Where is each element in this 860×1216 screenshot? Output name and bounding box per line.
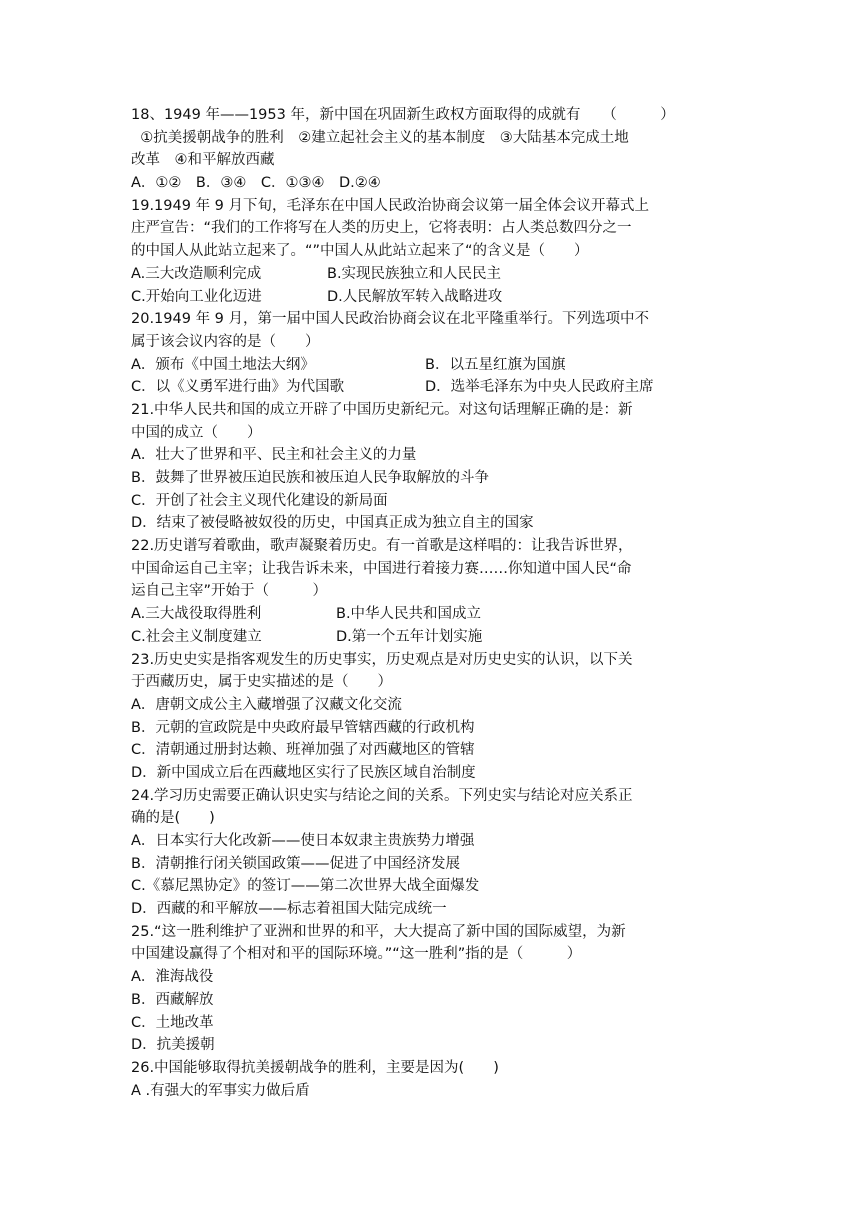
q25-option-c: C．土地改革 [131, 1014, 214, 1031]
q22-stem-line-2: 中国命运自己主宰；让我告诉未来，中国进行着接力赛……你知道中国人民“命 [131, 560, 632, 577]
q26-option-a: A .有强大的军事实力做后盾 [131, 1082, 310, 1099]
q22-option-a: A.三大战役取得胜利 [131, 606, 262, 623]
q20-options-row-1 [131, 354, 731, 377]
q20-option-c: C．以《义勇军进行曲》为代国歌 [131, 379, 345, 396]
q24-stem-line-2: 确的是( ) [131, 810, 215, 827]
q23-option-b: B．元朝的宣政院是中央政府最早管辖西藏的行政机构 [131, 719, 475, 736]
q25-option-d: D．抗美援朝 [131, 1037, 215, 1054]
q21-stem-line-1: 21.中华人民共和国的成立开辟了中国历史新纪元。对这句话理解正确的是：新 [131, 401, 633, 418]
q19-option-d: D.人民解放军转入战略进攻 [327, 288, 503, 305]
q18-options: A．①② B．③④ C．①③④ D.②④ [131, 175, 381, 192]
q19-option-a: A.三大改造顺利完成 [131, 265, 262, 282]
q24-option-b: B．清朝推行闭关锁国政策——促进了中国经济发展 [131, 855, 460, 872]
q19-option-c: C.开始向工业化迈进 [131, 288, 262, 305]
q19-option-b: B.实现民族独立和人民民主 [327, 265, 502, 282]
q20-option-d: D．选举毛泽东为中央人民政府主席 [425, 379, 654, 396]
q20-option-a: A．颁布《中国土地法大纲》 [131, 356, 315, 373]
q23-option-d: D．新中国成立后在西藏地区实行了民族区域自治制度 [131, 764, 476, 781]
q23-stem-line-2: 于西藏历史，属于史实描述的是（ ） [131, 674, 392, 691]
q19-stem-line-1: 19.1949 年 9 月下旬，毛泽东在中国人民政治协商会议第一届全体会议开幕式上 [131, 197, 650, 214]
q25-stem-line-1: 25.“这一胜利维护了亚洲和世界的和平，大大提高了新中国的国际威望，为新 [131, 923, 626, 940]
q18-stem-line-3: 改革 ④和平解放西藏 [131, 152, 275, 169]
q22-option-c: C.社会主义制度建立 [131, 628, 262, 645]
q20-stem-line-2: 属于该会议内容的是（ ） [131, 333, 320, 350]
q22-option-b: B.中华人民共和国成立 [336, 606, 482, 623]
q18-stem-line-1: 18、1949 年——1953 年，新中国在巩固新生政权方面取得的成就有 （ ） [131, 107, 675, 123]
q24-option-c: C.《慕尼黑协定》的签订——第二次世界大战全面爆发 [131, 878, 480, 895]
q20-option-b: B．以五星红旗为国旗 [425, 356, 566, 373]
q19-stem-line-2: 庄严宣告：“我们的工作将写在人类的历史上，它将表明：占人类总数四分之一 [131, 220, 632, 237]
q21-option-a: A．壮大了世界和平、民主和社会主义的力量 [131, 447, 417, 464]
q22-options-row-2 [131, 626, 731, 649]
q22-stem-line-1: 22.历史谱写着歌曲，歌声凝聚着历史。有一首歌是这样唱的：让我告诉世界， [131, 538, 633, 555]
q25-stem-line-2: 中国建设赢得了个相对和平的国际环境。”“这一胜利”指的是（ ） [131, 946, 582, 963]
q24-option-a: A．日本实行大化改新——使日本奴隶主贵族势力增强 [131, 833, 475, 849]
q21-option-c: C．开创了社会主义现代化建设的新局面 [131, 492, 388, 509]
question-list [131, 104, 731, 1102]
q21-option-b: B．鼓舞了世界被压迫民族和被压迫人民争取解放的斗争 [131, 470, 489, 486]
q23-stem-line-1: 23.历史史实是指客观发生的历史事实，历史观点是对历史史实的认识，以下关 [131, 651, 633, 668]
q22-options-row-1 [131, 603, 731, 626]
q20-stem-line-1: 20.1949 年 9 月，第一届中国人民政治协商会议在北平隆重举行。下列选项中不 [131, 311, 650, 328]
q21-stem-line-2: 中国的成立（ ） [131, 424, 262, 441]
q21-option-d: D．结束了被侵略被奴役的历史，中国真正成为独立自主的国家 [131, 515, 534, 532]
q20-options-row-2 [131, 376, 731, 399]
q18-stem-line-2: ①抗美援朝战争的胜利 ②建立起社会主义的基本制度 ③大陆基本完成土地 [131, 129, 629, 146]
q24-stem-line-1: 24.学习历史需要正确认识史实与结论之间的关系。下列史实与结论对应关系正 [131, 787, 633, 804]
q25-option-b: B．西藏解放 [131, 991, 214, 1008]
q19-options-row-1 [131, 263, 731, 286]
q23-option-c: C．清朝通过册封达赖、班禅加强了对西藏地区的管辖 [131, 742, 475, 759]
q22-stem-line-3: 运自己主宰”开始于（ ） [131, 583, 328, 600]
q22-option-d: D.第一个五年计划实施 [336, 628, 483, 645]
q24-option-d: D．西藏的和平解放——标志着祖国大陆完成统一 [131, 901, 447, 918]
q23-option-a: A．唐朝文成公主入藏增强了汉藏文化交流 [131, 696, 402, 713]
q19-options-row-2 [131, 286, 731, 309]
q25-option-a: A．淮海战役 [131, 969, 214, 986]
q26-stem-line-1: 26.中国能够取得抗美援朝战争的胜利，主要是因为( ) [131, 1059, 499, 1076]
q19-stem-line-3: 的中国人从此站立起来了。“”中国人从此站立起来了“的含义是（ ） [131, 243, 589, 260]
